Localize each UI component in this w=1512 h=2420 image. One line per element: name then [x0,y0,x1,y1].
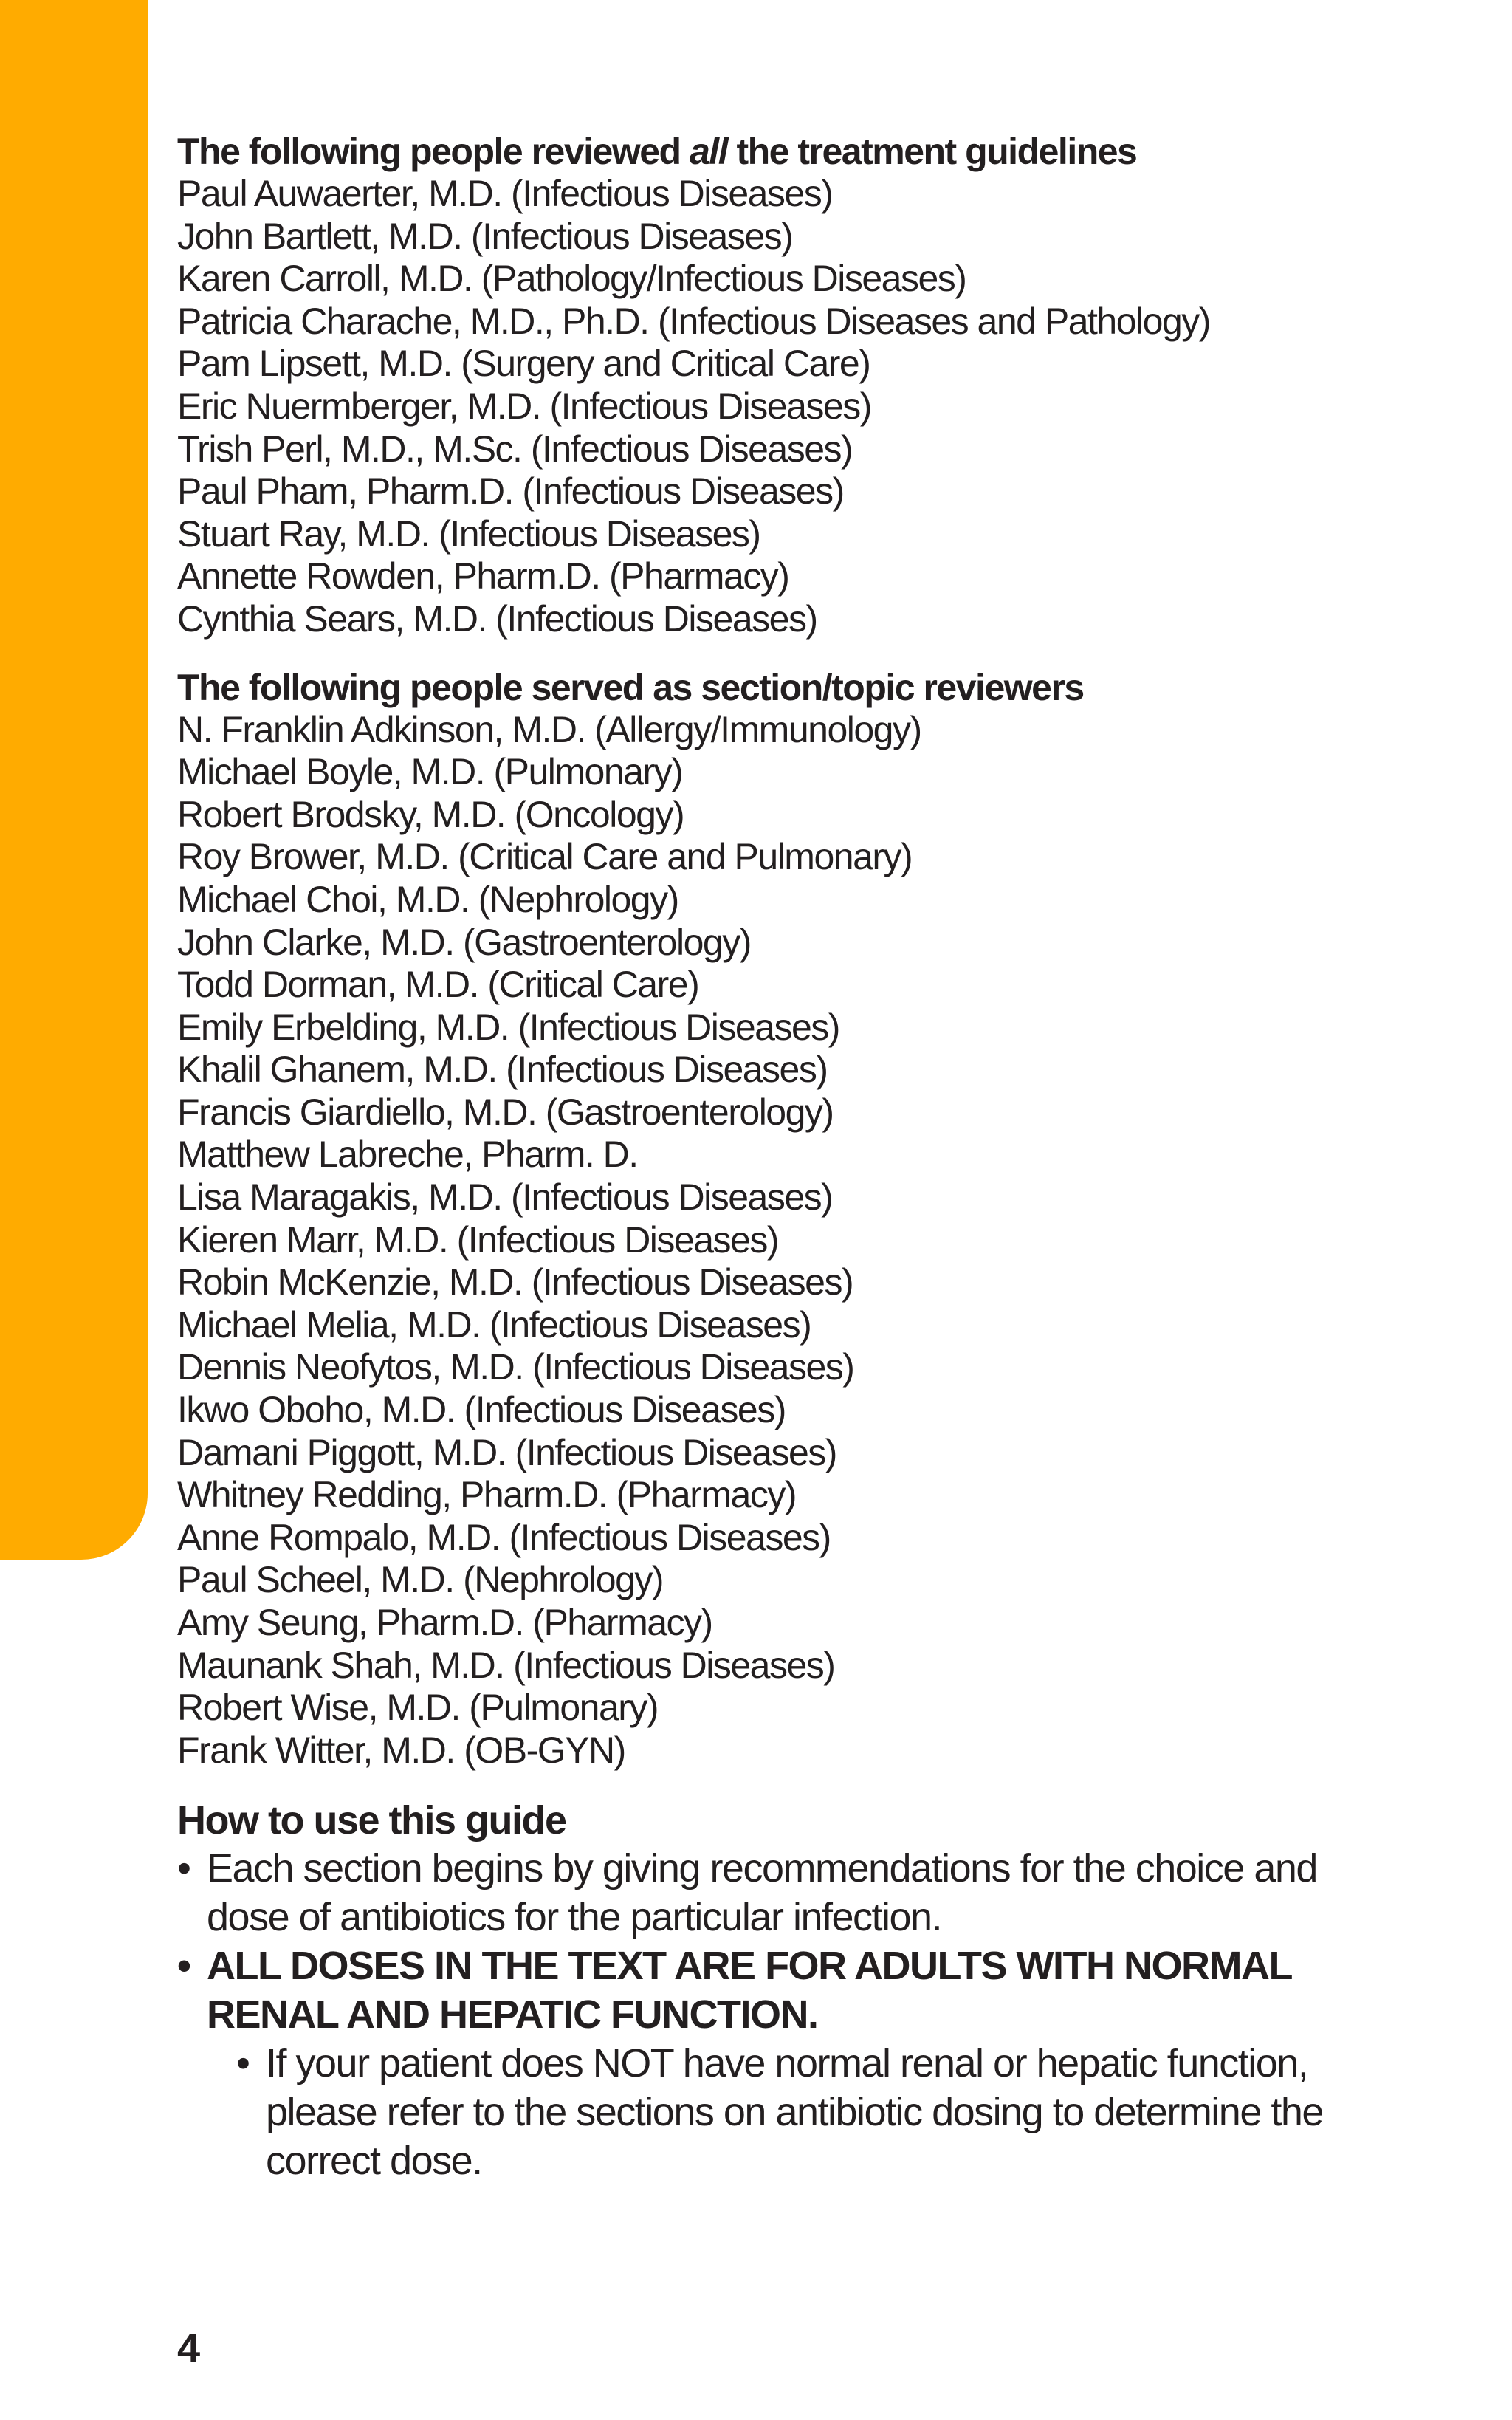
reviewer-name: Robert Wise, M.D. (Pulmonary) [177,1687,659,1729]
reviewer-name: Ikwo Oboho, M.D. (Infectious Diseases) [177,1389,786,1431]
bullet-line: RENAL AND HEPATIC FUNCTION. [207,1992,818,2037]
heading-text-end: the treatment guidelines [727,131,1137,172]
reviewer-name: Michael Melia, M.D. (Infectious Diseases) [177,1303,811,1346]
reviewer-name: Stuart Ray, M.D. (Infectious Diseases) [177,513,760,555]
reviewer-name: Anne Rompalo, M.D. (Infectious Diseases) [177,1516,831,1558]
heading-emphasis: all [690,131,728,172]
side-tab-decoration [0,0,148,1560]
heading-text-start: The following people reviewed [177,131,690,172]
reviewer-name: Matthew Labreche, Pharm. D. [177,1134,638,1176]
how-to-use-heading: How to use this guide [177,1798,566,1843]
bullet-line: please refer to the sections on antibiotic dosing to determine the [266,2090,1323,2135]
reviewer-name: Pam Lipsett, M.D. (Surgery and Critical Care) [177,343,870,385]
reviewer-name: Todd Dorman, M.D. (Critical Care) [177,964,699,1006]
reviewer-name: Kieren Marr, M.D. (Infectious Diseases) [177,1218,778,1261]
guide-bullet-recommendations [177,1844,1388,1941]
all-reviewers-list [177,173,1388,641]
reviewer-name: Paul Auwaerter, M.D. (Infectious Diseases) [177,173,833,214]
reviewer-name: Frank Witter, M.D. (OB-GYN) [177,1729,625,1771]
reviewer-name: Cynthia Sears, M.D. (Infectious Diseases) [177,597,817,640]
bullet-line: ALL DOSES IN THE TEXT ARE FOR ADULTS WITH NORMAL [207,1944,1292,1989]
bullet-line: If your patient does NOT have normal renal or hepatic function, [266,2041,1308,2086]
reviewer-name: Whitney Redding, Pharm.D. (Pharmacy) [177,1474,796,1516]
reviewer-name: Damani Piggott, M.D. (Infectious Diseases) [177,1431,836,1473]
section-reviewers-heading: The following people served as section/topic reviewers [177,666,1084,708]
bullet-marker: • [236,2041,250,2086]
reviewer-name: Karen Carroll, M.D. (Pathology/Infectious Diseases) [177,258,966,300]
reviewer-name: Francis Giardiello, M.D. (Gastroenterology) [177,1091,834,1133]
page-content [177,130,1388,2185]
reviewer-name: Annette Rowden, Pharm.D. (Pharmacy) [177,555,789,597]
reviewer-name: Robin McKenzie, M.D. (Infectious Diseases) [177,1261,853,1303]
reviewer-name: Paul Scheel, M.D. (Nephrology) [177,1559,664,1601]
page-number: 4 [177,2325,201,2371]
reviewer-name: Michael Choi, M.D. (Nephrology) [177,878,678,920]
reviewer-name: Khalil Ghanem, M.D. (Infectious Diseases) [177,1049,828,1091]
guide-bullet-doses-warning [177,1941,1388,2039]
bullet-line: Each section begins by giving recommendations for the choice and [207,1846,1317,1891]
reviewer-name: Roy Brower, M.D. (Critical Care and Pulmonary) [177,836,913,878]
reviewer-name: Michael Boyle, M.D. (Pulmonary) [177,751,683,793]
reviewer-name: John Bartlett, M.D. (Infectious Diseases) [177,215,793,257]
reviewer-name: Emily Erbelding, M.D. (Infectious Diseases) [177,1006,839,1048]
guide-sub-bullet-renal [236,2039,1388,2185]
bullet-marker: • [177,1944,190,1989]
reviewer-name: N. Franklin Adkinson, M.D. (Allergy/Immunology) [177,708,921,750]
reviewer-name: Lisa Maragakis, M.D. (Infectious Diseases) [177,1176,833,1218]
bullet-line: dose of antibiotics for the particular infection. [207,1895,942,1940]
reviewer-name: Trish Perl, M.D., M.Sc. (Infectious Diseases) [177,428,853,470]
section-spacer [177,1772,1388,1797]
reviewer-name: Amy Seung, Pharm.D. (Pharmacy) [177,1602,712,1643]
reviewer-name: Paul Pham, Pharm.D. (Infectious Diseases) [177,470,844,513]
reviewer-name: John Clarke, M.D. (Gastroenterology) [177,921,751,963]
reviewer-name: Dennis Neofytos, M.D. (Infectious Diseases) [177,1346,854,1388]
bullet-marker: • [177,1846,190,1891]
all-reviewers-heading [177,130,1388,173]
reviewer-name: Robert Brodsky, M.D. (Oncology) [177,793,684,835]
reviewer-name: Maunank Shah, M.D. (Infectious Diseases) [177,1644,835,1686]
reviewer-name: Patricia Charache, M.D., Ph.D. (Infectious Diseases and Pathology) [177,300,1210,342]
section-reviewers-list [177,709,1388,1772]
section-spacer [177,641,1388,666]
reviewer-name: Eric Nuermberger, M.D. (Infectious Diseases) [177,385,871,427]
bullet-line: correct dose. [266,2139,482,2184]
